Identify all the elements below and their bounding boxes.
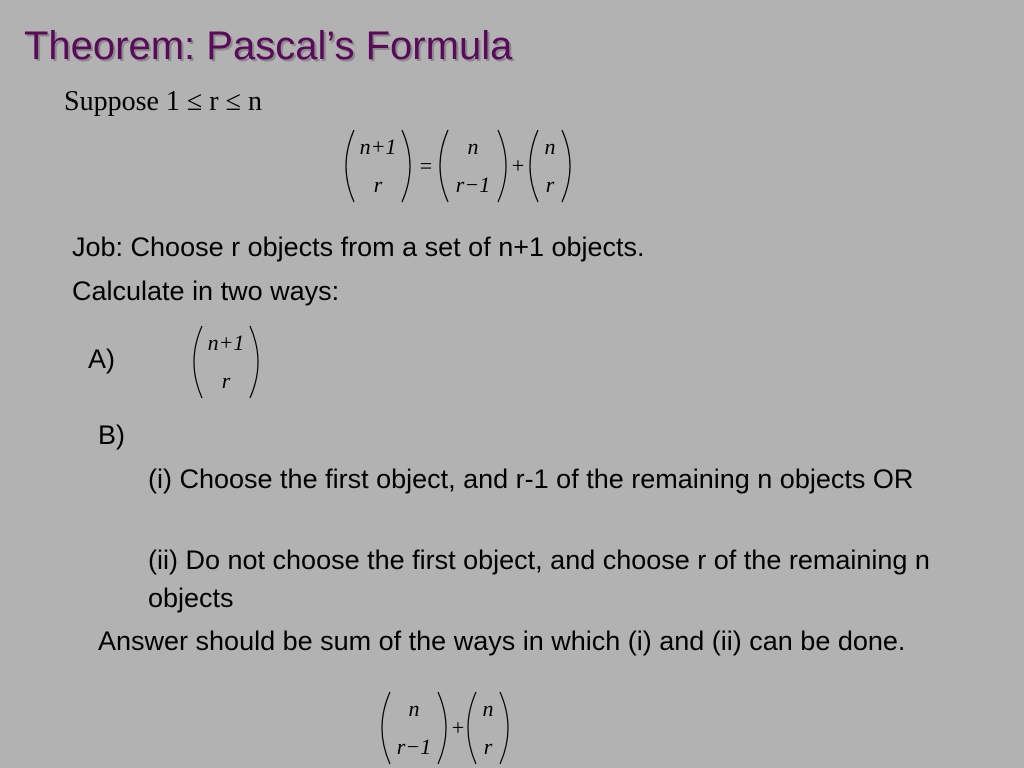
ans-plus-sign: + [451, 715, 465, 740]
term2-right-paren [562, 130, 570, 202]
term1-left-paren [440, 130, 448, 202]
term2-left-paren [530, 130, 538, 202]
answer-statement: Answer should be sum of the ways in which (i) and (ii) can be done. [98, 626, 906, 656]
term1-top: n [467, 134, 479, 159]
lhs-left-paren [346, 130, 354, 202]
ans-term2-top: n [482, 696, 494, 721]
lhs-top: n+1 [359, 134, 397, 159]
a-right-paren [250, 326, 258, 398]
a-top: n+1 [207, 330, 245, 355]
a-bottom: r [221, 368, 231, 393]
plus-sign: + [511, 153, 525, 178]
term2-top: n [544, 134, 556, 159]
a-left-paren [194, 326, 202, 398]
term1-right-paren [498, 130, 506, 202]
case-b-item-i: (i) Choose the first object, and r-1 of the remaining n objects OR [148, 464, 914, 494]
term1-bottom: r−1 [455, 172, 491, 197]
case-b-item-ii: (ii) Do not choose the first object, and choose r of the remaining n objects [148, 545, 930, 613]
pascal-formula [342, 128, 582, 204]
ans-term1-right-paren [438, 692, 446, 764]
answer-formula [378, 690, 514, 766]
case-b-label: B) [98, 420, 125, 450]
ans-term1-left-paren [382, 692, 390, 764]
case-a-label: A) [88, 344, 115, 374]
job-statement: Job: Choose r objects from a set of n+1 objects. [72, 232, 645, 262]
term2-bottom: r [545, 172, 555, 197]
ans-term2-right-paren [500, 692, 508, 764]
ans-term2-bottom: r [483, 734, 493, 759]
case-a-formula [190, 324, 262, 400]
lhs-right-paren [402, 130, 410, 202]
equals-sign: = [419, 153, 433, 178]
ans-term1-bottom: r−1 [396, 734, 432, 759]
lhs-bottom: r [373, 172, 383, 197]
ans-term1-top: n [408, 696, 420, 721]
suppose-statement: Suppose 1 ≤ r ≤ n [64, 86, 262, 117]
calculate-statement: Calculate in two ways: [72, 276, 340, 306]
ans-term2-left-paren [468, 692, 476, 764]
slide-title: Theorem: Pascal’s Formula [24, 24, 513, 68]
